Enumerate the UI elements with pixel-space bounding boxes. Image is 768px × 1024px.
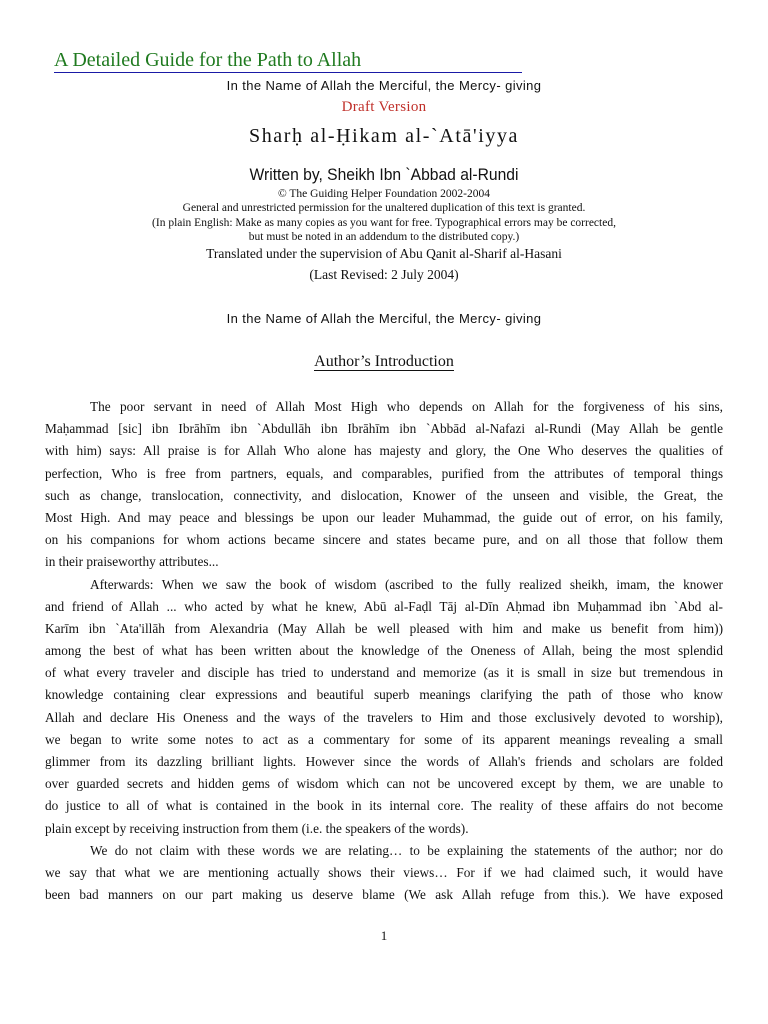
paragraph-line: such as change, translocation, connectivity, and dislocation, Knower of the unseen and visible, the Great, the: [45, 487, 723, 503]
paragraph-line: Afterwards: When we saw the book of wisdom (ascribed to the fully realized sheikh, imam, the knower: [90, 576, 723, 592]
section-heading: [0, 353, 768, 371]
paragraph-line: with him) says: All praise is for Allah Who alone has majesty and glory, the One Who deserves the qualities of: [45, 443, 723, 459]
paragraph-line: been bad manners on our part making us deserve blame (We ask Allah refuge from this.). We have exposed: [45, 887, 723, 903]
paragraph: [45, 840, 723, 907]
paragraph-line: among the best of what has been written about the knowledge of the Oneness of Allah, being the most splendid: [45, 643, 723, 659]
paragraph-line: perfection, Who is free from partners, equals, and comparables, purified from the attributes of temporal things: [45, 465, 723, 481]
revised-line: (Last Revised: 2 July 2004): [309, 267, 459, 282]
paragraph-line: and friend of Allah ... who acted by what he knew, Abū al-Faḍl Tāj al-Dīn Aḥmad ibn Muḥammad ibn `Abd al-: [45, 598, 723, 614]
bismillah-top: In the Name of Allah the Merciful, the Mercy- giving: [226, 78, 542, 93]
work-title: Sharḥ al-Ḥikam al-`Atā'iyya: [248, 125, 520, 147]
section-heading-text: Author’s Introduction: [314, 353, 454, 370]
paragraph-line: glimmer from its dazzling brilliant lights. However since the words of Allah's friends and scholars are folded: [45, 754, 723, 769]
bismillah-second: In the Name of Allah the Merciful, the Mercy- giving: [226, 311, 542, 326]
guide-title: A Detailed Guide for the Path to Allah: [54, 48, 522, 73]
paragraph-line: do justice to all of what is contained in the book in its internal core. The reality of these affairs do not become: [45, 798, 723, 814]
plain-english-line-2: but must be noted in an addendum to the distributed copy.): [248, 231, 520, 243]
paragraph-line: of what every traveler and disciple has tried to understand and memorize (as it is small in size but tremendous in: [45, 665, 723, 681]
permission-line: General and unrestricted permission for the unaltered duplication of this text is granted.: [182, 202, 586, 214]
page-number: 1: [380, 928, 388, 943]
paragraph-line: Most High. And may peace and blessings be upon our leader Muhammad, the guide out of error, on his family,: [45, 509, 723, 525]
paragraph: [45, 396, 723, 574]
paragraph-line: we began to write some notes to act as a commentary for some of its apparent meanings revealing a small: [45, 731, 723, 747]
author-line: Written by, Sheikh Ibn `Abbad al-Rundi: [249, 165, 519, 184]
paragraph-line: We do not claim with these words we are relating… to be explaining the statements of the author; nor do: [90, 842, 723, 858]
body-text: [45, 396, 723, 906]
paragraph-line: Allah and declare His Oneness and the ways of the travelers to Him and those exclusively devoted to worship),: [45, 709, 723, 725]
draft-label: Draft Version: [341, 99, 427, 115]
paragraph-line: on his companions for whom actions became sincere and states became pure, and on all those that follow them: [45, 532, 723, 548]
paragraph-line: knowledge containing clear expressions and beautiful superb meanings clarifying the path of those who know: [45, 687, 723, 703]
paragraph-line: Karīm ibn `Ata'illāh from Alexandria (May Allah be well pleased with him and make us benefit from him)): [45, 620, 723, 636]
paragraph-line: we say that what we are mentioning actually shows their views… For if we had claimed such, it would have: [45, 864, 723, 880]
translated-line: Translated under the supervision of Abu Qanit al-Sharif al-Hasani: [206, 246, 562, 261]
paragraph: [45, 574, 723, 840]
paragraph-line: The poor servant in need of Allah Most High who depends on Allah for the forgiveness of his sins,: [90, 399, 723, 414]
paragraph-line: in their praiseworthy attributes...: [45, 554, 219, 570]
plain-english-line-1: (In plain English: Make as many copies as you want for free. Typographical errors may be corrected,: [152, 217, 616, 229]
paragraph-line: plain except by receiving instruction from them (i.e. the speakers of the words).: [45, 820, 469, 836]
paragraph-line: over guarded secrets and hidden gems of wisdom which can not be uncovered except by them, we are unable to: [45, 776, 723, 792]
copyright-line: © The Guiding Helper Foundation 2002-2004: [278, 188, 490, 200]
paragraph-line: Maḥammad [sic] ibn Ibrāhīm ibn `Abdullāh ibn Ibrāhīm ibn `Abbād al-Nafazi al-Rundi (May Allah be gentle: [45, 421, 723, 437]
